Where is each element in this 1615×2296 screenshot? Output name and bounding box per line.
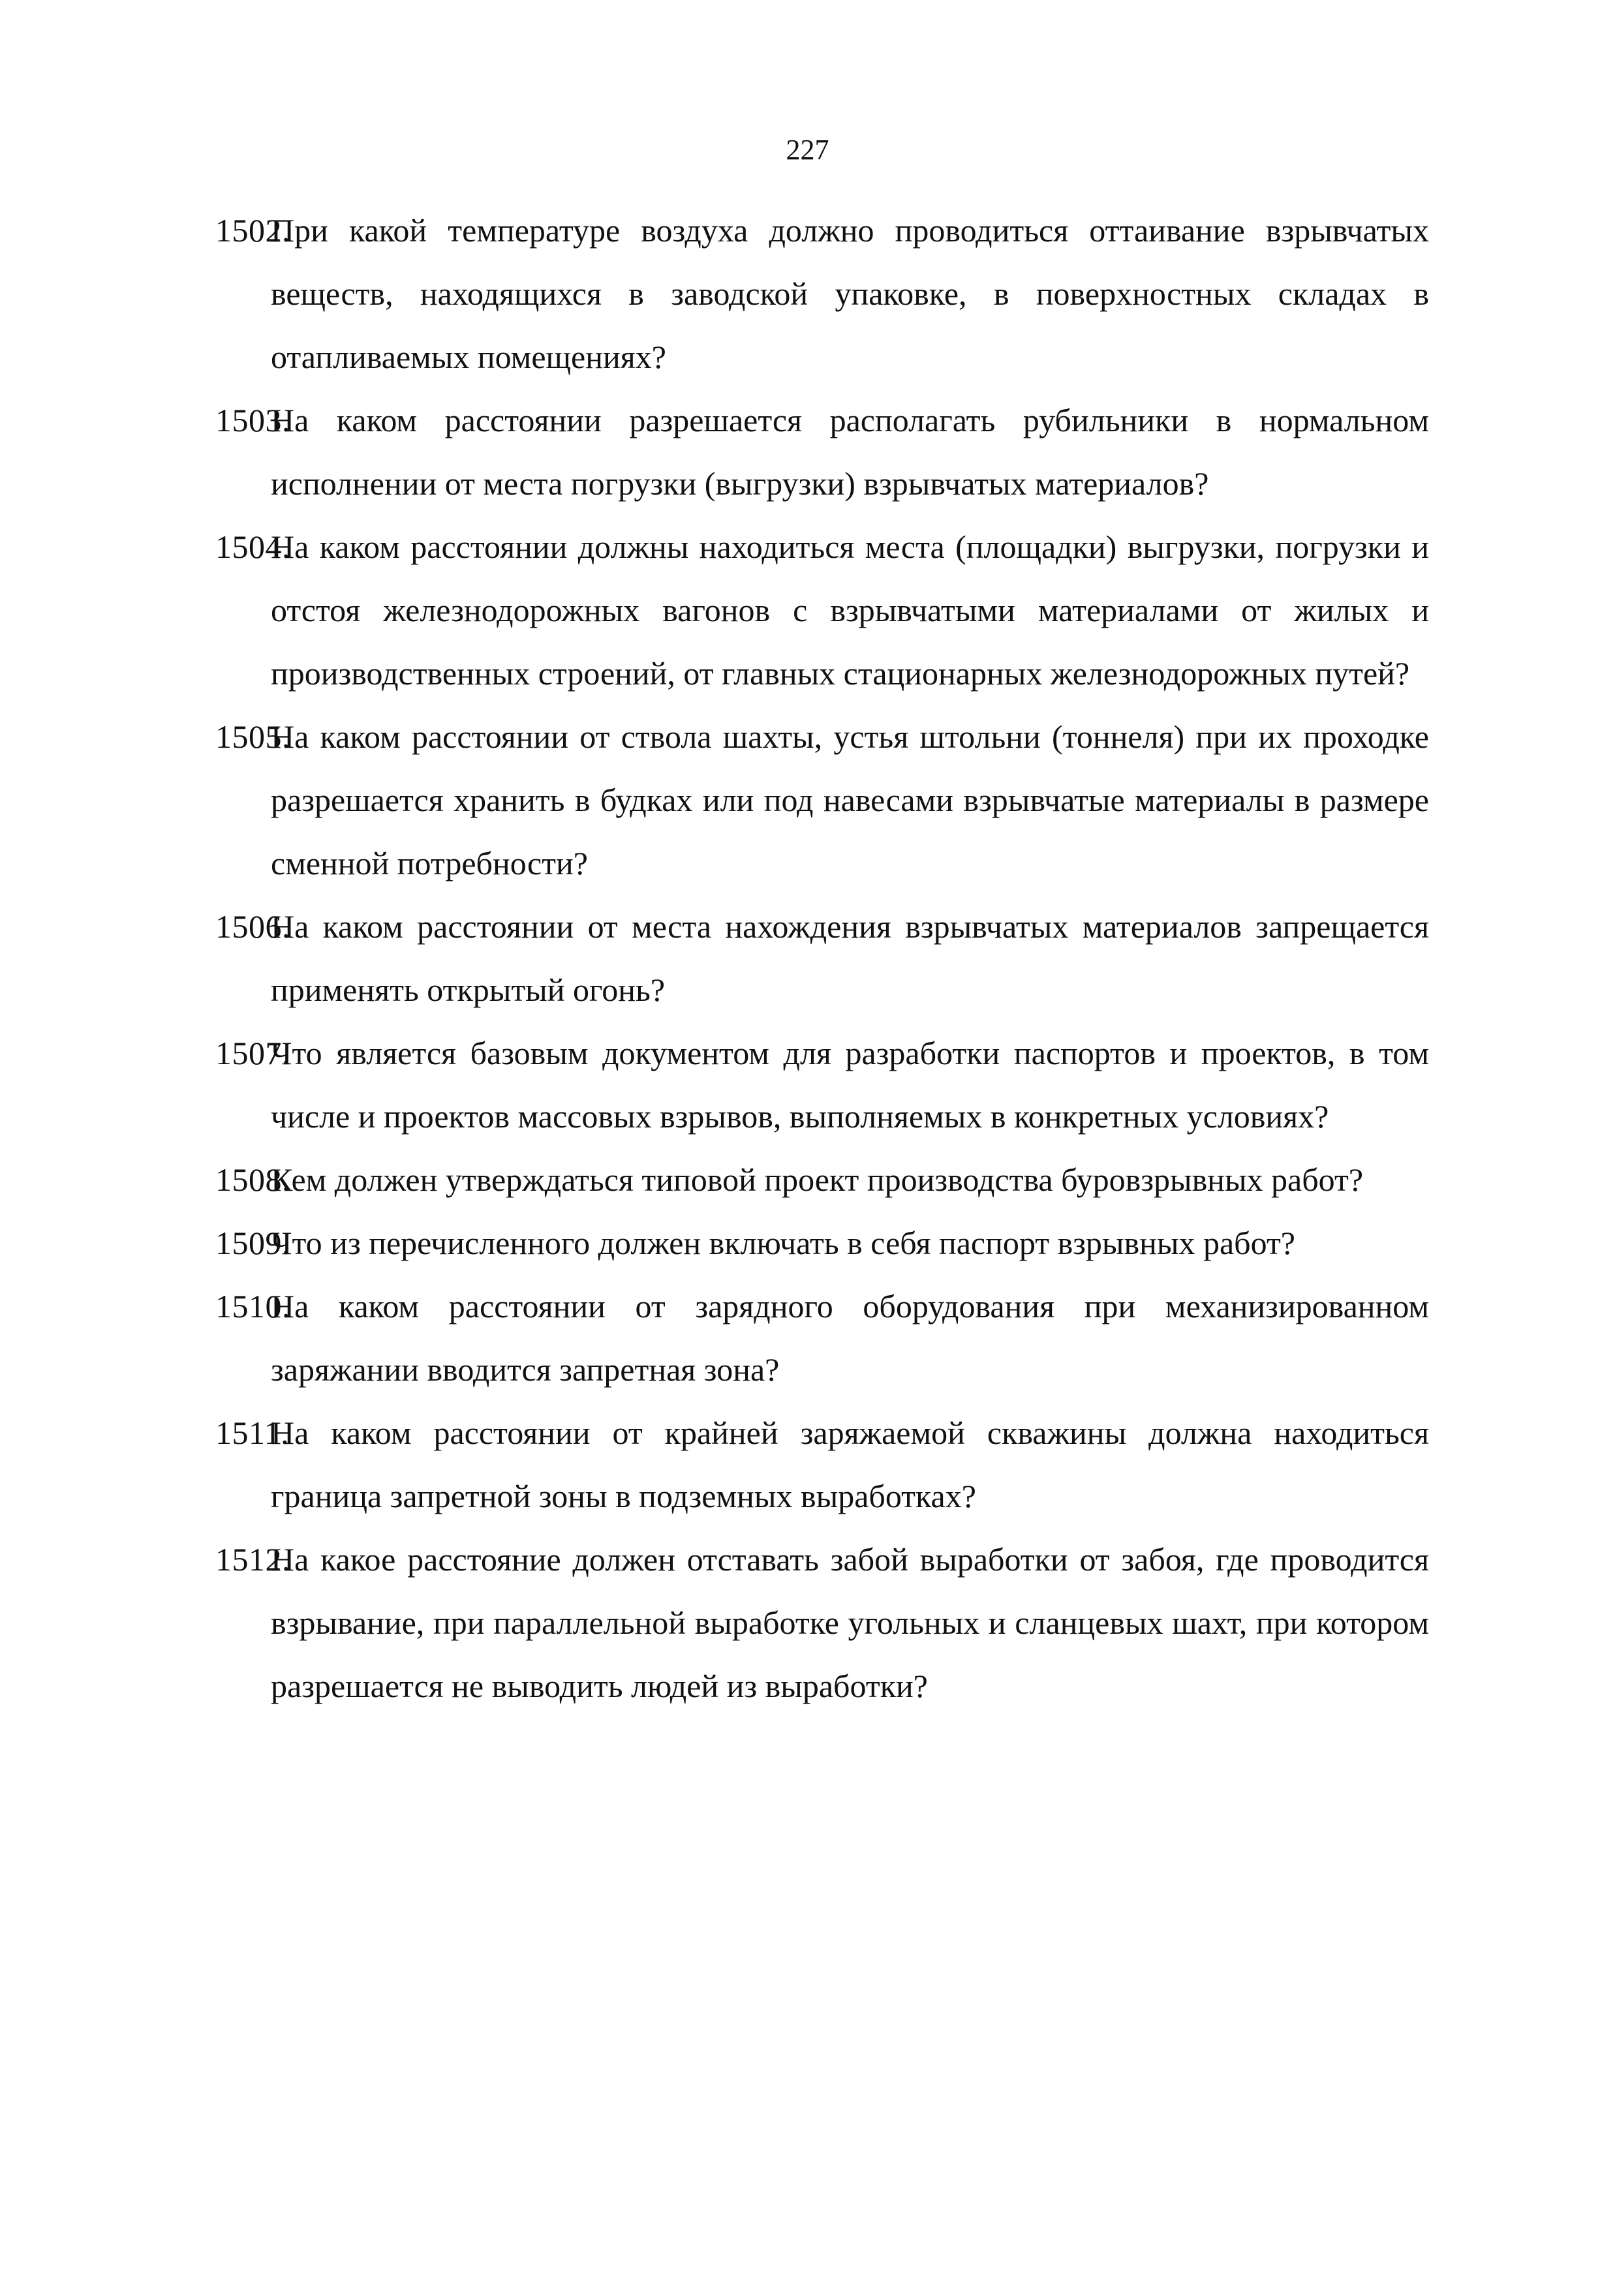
question-number: 1502. — [215, 212, 290, 249]
question-number: 1508. — [215, 1161, 290, 1198]
question-text: На какое расстояние должен отставать забой выработки от забоя, где проводится взрывание, при параллельной выработке угольных и сланцевых шахт, при котором разрешается не выводить людей из выработки? — [271, 1541, 1429, 1704]
question-number: 1505. — [215, 718, 290, 755]
question-item — [215, 1528, 1429, 1718]
question-text: На каком расстоянии от места нахождения взрывчатых материалов запрещается применять открытый огонь? — [271, 908, 1429, 1008]
question-item — [215, 1022, 1429, 1148]
question-item — [215, 1401, 1429, 1528]
question-text: При какой температуре воздуха должно проводиться оттаивание взрывчатых веществ, находящихся в заводской упаковке, в поверхностных складах в отапливаемых помещениях? — [271, 212, 1429, 375]
question-number: 1510. — [215, 1288, 290, 1324]
question-item — [215, 1275, 1429, 1401]
question-text: Кем должен утверждаться типовой проект производства буровзрывных работ? — [271, 1161, 1364, 1198]
question-number: 1507. — [215, 1035, 290, 1071]
question-item — [215, 705, 1429, 895]
question-item — [215, 199, 1429, 389]
question-number: 1512. — [215, 1541, 290, 1578]
question-list — [215, 199, 1429, 1718]
question-text: На каком расстоянии от крайней заряжаемой скважины должна находиться граница запретной зоны в подземных выработках? — [271, 1415, 1429, 1514]
page-number: 227 — [786, 134, 829, 166]
question-text: На каком расстоянии от зарядного оборудования при механизированном заряжании вводится запретная зона? — [271, 1288, 1429, 1388]
question-number: 1504. — [215, 528, 290, 565]
question-item — [215, 515, 1429, 705]
question-text: Что является базовым документом для разработки паспортов и проектов, в том числе и проектов массовых взрывов, выполняемых в конкретных условиях? — [271, 1035, 1429, 1135]
question-number: 1506. — [215, 908, 290, 945]
question-text: На каком расстоянии разрешается располагать рубильники в нормальном исполнении от места погрузки (выгрузки) взрывчатых материалов? — [271, 402, 1429, 502]
question-number: 1509. — [215, 1225, 290, 1261]
question-text: На каком расстоянии должны находиться места (площадки) выгрузки, погрузки и отстоя железнодорожных вагонов с взрывчатыми материалами от жилых и производственных строений, от главных стационарных железнодорожных путей? — [271, 528, 1429, 692]
question-item — [215, 1212, 1429, 1275]
question-number: 1511. — [215, 1415, 290, 1451]
question-item — [215, 1148, 1429, 1212]
question-item — [215, 389, 1429, 515]
question-item — [215, 895, 1429, 1022]
question-text: Что из перечисленного должен включать в себя паспорт взрывных работ? — [271, 1225, 1295, 1261]
question-text: На каком расстоянии от ствола шахты, устья штольни (тоннеля) при их проходке разрешается хранить в будках или под навесами взрывчатые материалы в размере сменной потребности? — [271, 718, 1429, 881]
question-number: 1503. — [215, 402, 290, 438]
